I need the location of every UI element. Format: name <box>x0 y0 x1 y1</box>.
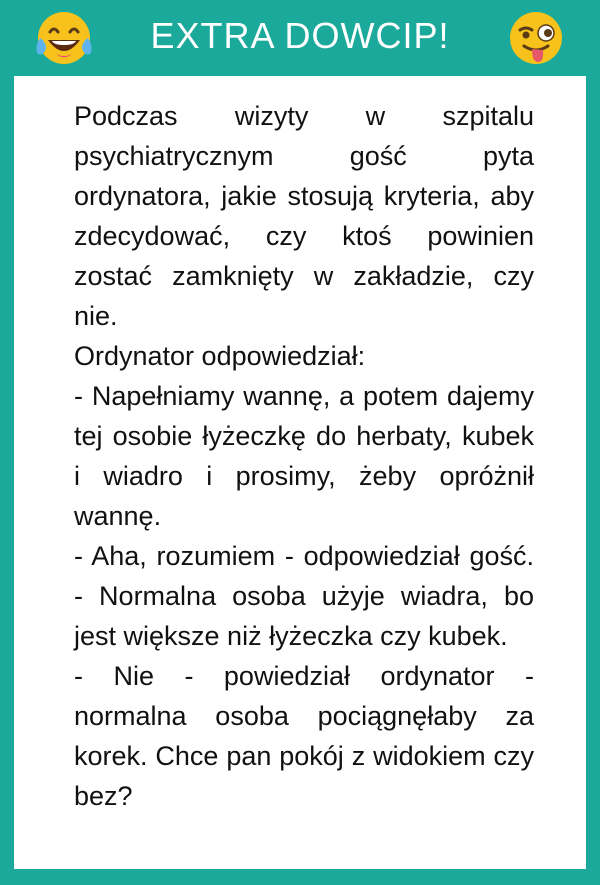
joke-text <box>74 96 534 816</box>
joke-paragraph: - Napełniamy wannę, a potem dajemy tej osobie łyżeczkę do herbaty, kubek i wiadro i prosimy, żeby opróżnił wannę. <box>74 381 534 531</box>
winking-tongue-emoji-icon <box>506 8 566 68</box>
joke-paragraph: - Aha, rozumiem - odpowiedział gość. - Normalna osoba użyje wiadra, bo jest większe niż łyżeczka czy kubek. <box>74 541 534 651</box>
joke-paragraph: Ordynator odpowiedział: <box>74 341 366 371</box>
page-title: EXTRA DOWCIP! <box>150 15 450 56</box>
header <box>0 0 600 76</box>
joke-card <box>14 76 586 869</box>
joke-paragraph: Podczas wizyty w szpitalu psychiatrycznym gość pyta ordynatora, jakie stosują kryteria, aby zdecydować, czy ktoś powinien zostać zamknięty w zakładzie, czy nie. <box>74 101 534 331</box>
joke-paragraph: - Nie - powiedział ordynator - normalna osoba pociągnęłaby za korek. Chce pan pokój z widokiem czy bez? <box>74 661 534 811</box>
